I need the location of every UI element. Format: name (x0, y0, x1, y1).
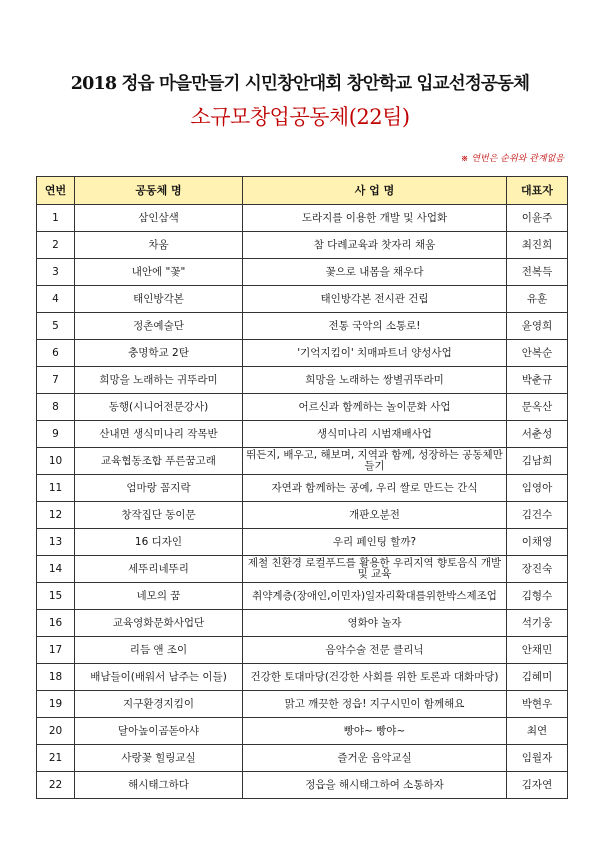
cell-project-name: 빵야~ 빵야~ (243, 718, 507, 745)
cell-no: 22 (37, 772, 75, 799)
cell-representative: 김형수 (507, 583, 568, 610)
cell-community-name: 지구환경지킴이 (75, 691, 243, 718)
table-row (37, 718, 568, 745)
cell-representative: 이채영 (507, 529, 568, 556)
table-row (37, 259, 568, 286)
table-row (37, 502, 568, 529)
header-community-name: 공동체 명 (75, 177, 243, 205)
table-row (37, 745, 568, 772)
header-representative: 대표자 (507, 177, 568, 205)
cell-no: 8 (37, 394, 75, 421)
cell-no: 20 (37, 718, 75, 745)
cell-no: 18 (37, 664, 75, 691)
cell-representative: 박현우 (507, 691, 568, 718)
cell-community-name: 16 디자인 (75, 529, 243, 556)
cell-representative: 최진희 (507, 232, 568, 259)
cell-community-name: 산내면 생식미나리 작목반 (75, 421, 243, 448)
cell-no: 17 (37, 637, 75, 664)
table-row (37, 421, 568, 448)
cell-community-name: 사랑꽃 힐링교실 (75, 745, 243, 772)
cell-community-name: 해시태그하다 (75, 772, 243, 799)
cell-project-name: 음악수술 전문 클리닉 (243, 637, 507, 664)
cell-representative: 전복득 (507, 259, 568, 286)
cell-project-name: 영화야 놀자 (243, 610, 507, 637)
cell-representative: 윤영희 (507, 313, 568, 340)
cell-no: 15 (37, 583, 75, 610)
cell-no: 5 (37, 313, 75, 340)
cell-community-name: 교육협동조합 푸른꿈고래 (75, 448, 243, 475)
cell-project-name: 전통 국악의 소통로! (243, 313, 507, 340)
cell-project-name: 개판오분전 (243, 502, 507, 529)
cell-representative: 이윤주 (507, 205, 568, 232)
cell-project-name: '기억지킴이' 치매파트너 양성사업 (243, 340, 507, 367)
cell-community-name: 내안에 "꽃" (75, 259, 243, 286)
table-row (37, 286, 568, 313)
community-table (36, 176, 568, 799)
cell-community-name: 차움 (75, 232, 243, 259)
cell-community-name: 교육영화문화사업단 (75, 610, 243, 637)
cell-no: 19 (37, 691, 75, 718)
table-row (37, 475, 568, 502)
cell-community-name: 태인방각본 (75, 286, 243, 313)
cell-project-name: 정읍을 해시태그하여 소통하자 (243, 772, 507, 799)
cell-community-name: 배남들이(배워서 남주는 이들) (75, 664, 243, 691)
cell-representative: 김자연 (507, 772, 568, 799)
cell-representative: 김건수 (507, 502, 568, 529)
table-row (37, 313, 568, 340)
cell-no: 4 (37, 286, 75, 313)
cell-project-name: 생식미나리 시범재배사업 (243, 421, 507, 448)
cell-community-name: 리듬 앤 조이 (75, 637, 243, 664)
header-project-name: 사 업 명 (243, 177, 507, 205)
cell-no: 3 (37, 259, 75, 286)
table-row (37, 664, 568, 691)
table-row (37, 556, 568, 583)
cell-no: 10 (37, 448, 75, 475)
table-row (37, 610, 568, 637)
cell-no: 16 (37, 610, 75, 637)
cell-project-name: 어르신과 함께하는 놀이문화 사업 (243, 394, 507, 421)
cell-project-name: 즐거운 음악교실 (243, 745, 507, 772)
table-row (37, 367, 568, 394)
cell-project-name: 꽃으로 내몸을 채우다 (243, 259, 507, 286)
page-subtitle: 소규모창업공동체(22팀) (190, 105, 410, 129)
cell-representative: 박춘규 (507, 367, 568, 394)
cell-representative: 석기웅 (507, 610, 568, 637)
table-row (37, 637, 568, 664)
cell-community-name: 동행(시니어전문강사) (75, 394, 243, 421)
table-row (37, 448, 568, 475)
cell-no: 6 (37, 340, 75, 367)
cell-no: 11 (37, 475, 75, 502)
cell-project-name: 참 다례교육과 찻자리 채움 (243, 232, 507, 259)
cell-project-name: 제철 친환경 로컬푸드를 활용한 우리지역 향토음식 개발 및 교육 (243, 556, 507, 583)
cell-representative: 유훈 (507, 286, 568, 313)
cell-project-name: 건강한 토대마당(건강한 사회를 위한 토론과 대화마당) (243, 664, 507, 691)
cell-community-name: 희망을 노래하는 귀뚜라미 (75, 367, 243, 394)
cell-no: 21 (37, 745, 75, 772)
cell-community-name: 달아높이곰돋아샤 (75, 718, 243, 745)
cell-no: 2 (37, 232, 75, 259)
cell-community-name: 정촌예술단 (75, 313, 243, 340)
table-row (37, 772, 568, 799)
table-row (37, 691, 568, 718)
cell-no: 12 (37, 502, 75, 529)
table-row (37, 232, 568, 259)
cell-project-name: 도라지를 이용한 개발 및 사업화 (243, 205, 507, 232)
header-no: 연번 (37, 177, 75, 205)
cell-representative: 문옥산 (507, 394, 568, 421)
cell-no: 1 (37, 205, 75, 232)
table-row (37, 205, 568, 232)
cell-project-name: 맑고 깨끗한 정읍! 지구시민이 함께해요 (243, 691, 507, 718)
cell-project-name: 우리 페인팅 할까? (243, 529, 507, 556)
page-title: 2018 정읍 마을만들기 시민창안대회 창안학교 입교선정공동체 (70, 74, 530, 94)
cell-no: 14 (37, 556, 75, 583)
cell-project-name: 자연과 함께하는 공예, 우리 쌀로 만드는 간식 (243, 475, 507, 502)
cell-community-name: 세뚜리네뚜리 (75, 556, 243, 583)
cell-community-name: 네모의 꿈 (75, 583, 243, 610)
cell-representative: 장진숙 (507, 556, 568, 583)
cell-project-name: 희망을 노래하는 쌍별귀뚜라미 (243, 367, 507, 394)
cell-project-name: 태인방각본 전시관 건립 (243, 286, 507, 313)
cell-community-name: 엄마랑 꼼지락 (75, 475, 243, 502)
cell-representative: 최연 (507, 718, 568, 745)
cell-no: 7 (37, 367, 75, 394)
cell-no: 13 (37, 529, 75, 556)
cell-community-name: 삼인삼색 (75, 205, 243, 232)
table-header-row (37, 177, 568, 205)
cell-project-name: 뛰든지, 배우고, 해보며, 지역과 함께, 성장하는 공동체만들기 (243, 448, 507, 475)
table-row (37, 583, 568, 610)
cell-no: 9 (37, 421, 75, 448)
cell-representative: 임월자 (507, 745, 568, 772)
table-row (37, 340, 568, 367)
table-row (37, 529, 568, 556)
cell-representative: 안채민 (507, 637, 568, 664)
cell-representative: 김남희 (507, 448, 568, 475)
ordering-note: ※ 연번은 순위와 관계없음 (460, 154, 564, 164)
table-row (37, 394, 568, 421)
cell-representative: 서춘성 (507, 421, 568, 448)
cell-representative: 안복순 (507, 340, 568, 367)
cell-representative: 김혜미 (507, 664, 568, 691)
cell-community-name: 창작집단 동이문 (75, 502, 243, 529)
cell-representative: 임영아 (507, 475, 568, 502)
cell-community-name: 충명학교 2탄 (75, 340, 243, 367)
cell-project-name: 취약계층(장애인,이민자)일자리확대를위한박스제조업 (243, 583, 507, 610)
